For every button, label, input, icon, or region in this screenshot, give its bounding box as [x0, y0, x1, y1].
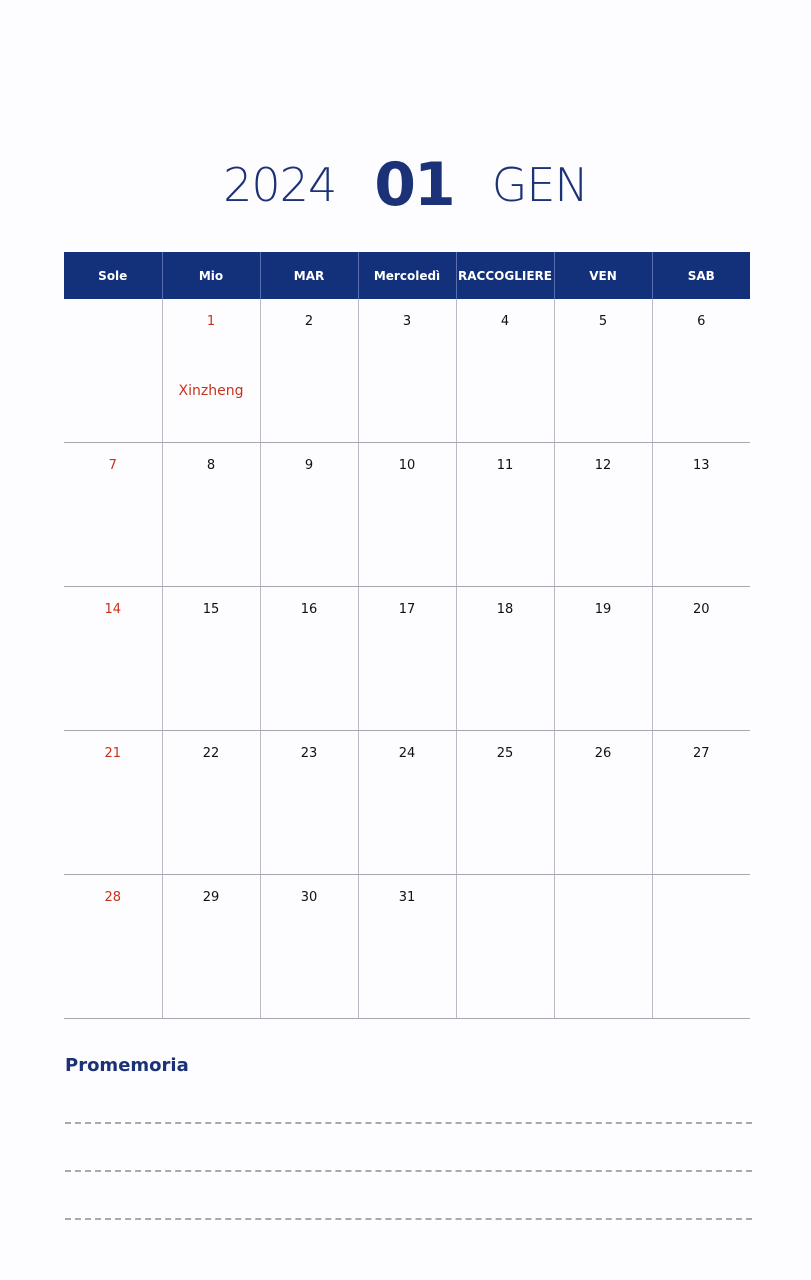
day-number: 3: [402, 314, 412, 329]
day-cell[interactable]: [456, 875, 554, 1019]
year: 2024: [223, 158, 337, 212]
day-cell[interactable]: [554, 299, 652, 443]
day-number: 20: [692, 602, 710, 617]
day-cell[interactable]: [554, 875, 652, 1019]
day-cell[interactable]: [64, 443, 162, 587]
weekday-3: Mercoledì: [358, 252, 456, 299]
day-cell[interactable]: [554, 731, 652, 875]
weekday-1: Mio: [162, 252, 260, 299]
day-number: 15: [202, 602, 220, 617]
weekday-6: SAB: [652, 252, 750, 299]
day-number: 19: [594, 602, 612, 617]
day-cell[interactable]: [652, 299, 750, 443]
calendar-title: [0, 150, 811, 220]
day-cell[interactable]: [162, 443, 260, 587]
day-cell[interactable]: [554, 587, 652, 731]
day-cell[interactable]: [456, 443, 554, 587]
day-cell[interactable]: [162, 587, 260, 731]
day-number: 16: [300, 602, 318, 617]
day-cell[interactable]: [64, 587, 162, 731]
week-row: [64, 731, 750, 875]
day-cell[interactable]: [554, 443, 652, 587]
weekday-5: VEN: [554, 252, 652, 299]
day-cell[interactable]: [260, 299, 358, 443]
day-cell[interactable]: [64, 299, 162, 443]
day-cell[interactable]: [456, 299, 554, 443]
day-cell[interactable]: [652, 587, 750, 731]
day-cell[interactable]: [64, 731, 162, 875]
day-number: 25: [496, 746, 514, 761]
day-number: 10: [398, 458, 416, 473]
week-row: [64, 875, 750, 1019]
holiday-note: Xinzheng: [178, 383, 244, 399]
memo-line[interactable]: [65, 1122, 752, 1124]
day-cell[interactable]: [652, 443, 750, 587]
day-number: 14: [104, 602, 122, 617]
day-number: 7: [108, 458, 117, 473]
day-number: 12: [594, 458, 612, 473]
day-cell[interactable]: [456, 731, 554, 875]
day-number: 9: [304, 458, 314, 473]
day-number: 17: [398, 602, 416, 617]
day-number: 1: [206, 314, 216, 329]
day-number: 11: [496, 458, 514, 473]
day-cell[interactable]: [260, 443, 358, 587]
day-cell[interactable]: [260, 731, 358, 875]
week-row: [64, 587, 750, 731]
day-cell[interactable]: [162, 299, 260, 443]
day-cell[interactable]: [652, 875, 750, 1019]
day-cell[interactable]: [64, 875, 162, 1019]
day-cell[interactable]: [162, 875, 260, 1019]
day-number: 18: [496, 602, 514, 617]
day-number: 23: [300, 746, 318, 761]
day-number: 30: [300, 890, 318, 905]
day-cell[interactable]: [358, 731, 456, 875]
day-cell[interactable]: [358, 875, 456, 1019]
day-number: 24: [398, 746, 416, 761]
memo-title: Promemoria: [65, 1055, 189, 1076]
day-number: 4: [500, 314, 510, 329]
weekday-0: Sole: [64, 252, 162, 299]
day-number: 31: [398, 890, 416, 905]
week-row: [64, 443, 750, 587]
day-number: 27: [692, 746, 710, 761]
week-row: [64, 299, 750, 443]
memo-line[interactable]: [65, 1170, 752, 1172]
day-cell[interactable]: [652, 731, 750, 875]
day-number: 2: [304, 314, 314, 329]
day-number: 8: [206, 458, 216, 473]
day-number: 22: [202, 746, 220, 761]
weekday-header: [64, 252, 750, 299]
day-number: 5: [598, 314, 608, 329]
day-cell[interactable]: [260, 875, 358, 1019]
month-name: GEN: [491, 158, 588, 212]
memo-line[interactable]: [65, 1218, 752, 1220]
day-cell[interactable]: [358, 443, 456, 587]
weekday-2: MAR: [260, 252, 358, 299]
day-number: 13: [692, 458, 710, 473]
calendar-grid: [64, 252, 750, 1019]
month-number: 01: [374, 150, 454, 220]
day-number: 6: [697, 314, 706, 329]
weekday-4: RACCOGLIERE: [456, 252, 554, 299]
day-number: 28: [104, 890, 122, 905]
day-cell[interactable]: [358, 587, 456, 731]
day-cell[interactable]: [260, 587, 358, 731]
day-number: 26: [594, 746, 612, 761]
day-cell[interactable]: [456, 587, 554, 731]
day-cell[interactable]: [358, 299, 456, 443]
day-cell[interactable]: [162, 731, 260, 875]
day-number: 21: [104, 746, 122, 761]
day-number: 29: [202, 890, 220, 905]
